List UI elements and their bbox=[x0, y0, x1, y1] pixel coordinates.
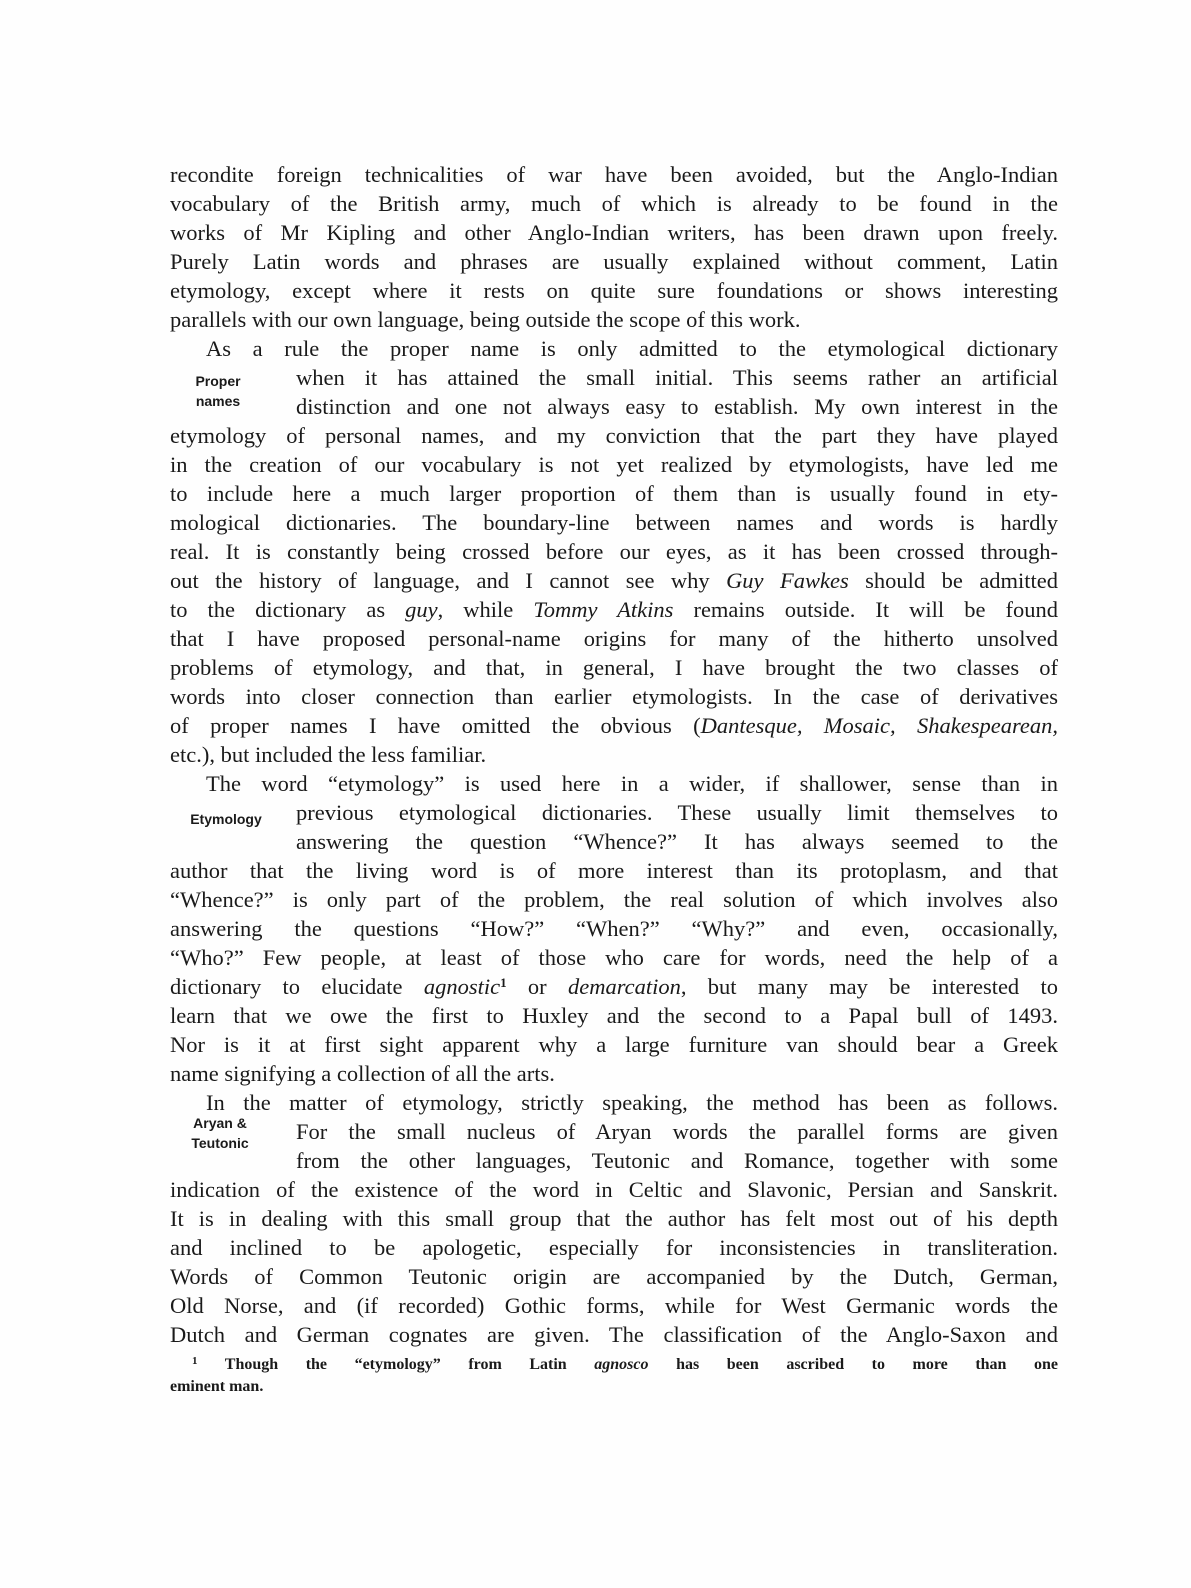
italic-name: Guy Fawkes bbox=[726, 568, 849, 593]
text-line: Old Norse, and (if recorded) Gothic forms, while for West Germanic words the bbox=[170, 1293, 1058, 1318]
text-line: in the creation of our vocabulary is not yet realized by etymologists, have led me bbox=[170, 452, 1058, 477]
text-run: has been ascribed to more than one bbox=[648, 1356, 1059, 1373]
italic-word: agnostic bbox=[423, 974, 501, 999]
footnote-marker[interactable]: 1 bbox=[500, 975, 507, 990]
text-run: , while bbox=[437, 597, 534, 622]
text-line: indication of the existence of the word in Celtic and Slavonic, Persian and Sanskrit. bbox=[170, 1177, 1058, 1202]
text-line: answering the questions “How?” “When?” “Why?” and even, occasionally, bbox=[170, 916, 1058, 941]
text-line: answering the question “Whence?” It has always seemed to the bbox=[296, 829, 1058, 854]
text-line: mological dictionaries. The boundary-line between names and words is hardly bbox=[170, 510, 1058, 535]
sidenote-line: Teutonic bbox=[191, 1135, 249, 1151]
text-line: author that the living word is of more interest than its protoplasm, and that bbox=[170, 858, 1058, 883]
sidenote-line: Etymology bbox=[190, 811, 262, 827]
text-line: when it has attained the small initial. This seems rather an artificial bbox=[296, 365, 1058, 390]
text-line: recondite foreign technicalities of war have been avoided, but the Anglo-Indian bbox=[170, 162, 1058, 187]
text-run: , but many may be interested to bbox=[680, 974, 1058, 999]
text-line: and inclined to be apologetic, especially for inconsistencies in transliteration. bbox=[170, 1235, 1058, 1260]
text-line bbox=[170, 711, 1058, 740]
text-run: of proper names I have omitted the obvious ( bbox=[170, 713, 701, 738]
text-run: or bbox=[506, 974, 568, 999]
text-run: out the history of language, and I cannot see why bbox=[170, 568, 727, 593]
text-line: For the small nucleus of Aryan words the parallel forms are given bbox=[296, 1119, 1058, 1144]
text-line: Words of Common Teutonic origin are accompanied by the Dutch, German, bbox=[170, 1264, 1058, 1289]
text-line: Dutch and German cognates are given. The classification of the Anglo-Saxon and bbox=[170, 1322, 1058, 1347]
footnote-number: 1 bbox=[192, 1355, 198, 1367]
italic-words: Dantesque, Mosaic, Shakespearean, bbox=[700, 713, 1059, 738]
text-line: previous etymological dictionaries. These usually limit themselves to bbox=[296, 800, 1058, 825]
italic-word: agnosco bbox=[594, 1356, 649, 1373]
text-line: words into closer connection than earlier etymologists. In the case of derivatives bbox=[170, 684, 1058, 709]
text-run: Though the “etymology” from Latin bbox=[197, 1356, 595, 1373]
sidenote-line: Proper bbox=[195, 373, 241, 389]
text-line: etymology, except where it rests on quite sure foundations or shows interesting bbox=[170, 278, 1058, 303]
text-line: that I have proposed personal-name origins for many of the hitherto unsolved bbox=[170, 626, 1058, 651]
sidenote-proper-names bbox=[183, 371, 253, 411]
sidenote-line: names bbox=[195, 393, 241, 409]
text-line: parallels with our own language, being outside the scope of this work. bbox=[170, 307, 801, 332]
text-line: etymology of personal names, and my conviction that the part they have played bbox=[170, 423, 1058, 448]
text-line: works of Mr Kipling and other Anglo-Indian writers, has been drawn upon freely. bbox=[170, 220, 1058, 245]
text-line: to include here a much larger proportion of them than is usually found in ety- bbox=[170, 481, 1058, 506]
text-line: from the other languages, Teutonic and Romance, together with some bbox=[296, 1148, 1058, 1173]
text-line: Purely Latin words and phrases are usually explained without comment, Latin bbox=[170, 249, 1058, 274]
italic-word: demarcation bbox=[567, 974, 681, 999]
text-line: problems of etymology, and that, in general, I have brought the two classes of bbox=[170, 655, 1058, 680]
text-line: name signifying a collection of all the arts. bbox=[170, 1061, 555, 1086]
text-line: Nor is it at first sight apparent why a large furniture van should bear a Greek bbox=[170, 1032, 1058, 1057]
text-line: In the matter of etymology, strictly speaking, the method has been as follows. bbox=[206, 1090, 1058, 1115]
italic-word: guy bbox=[405, 597, 438, 622]
text-line: real. It is constantly being crossed before our eyes, as it has been crossed through- bbox=[170, 539, 1058, 564]
sidenote-aryan-teutonic bbox=[180, 1113, 260, 1153]
text-run: remains outside. It will be found bbox=[673, 597, 1058, 622]
text-line: The word “etymology” is used here in a wider, if shallower, sense than in bbox=[206, 771, 1058, 796]
text-line: learn that we owe the first to Huxley and the second to a Papal bull of 1493. bbox=[170, 1003, 1058, 1028]
text-line bbox=[170, 595, 1058, 624]
footnote-line: eminent man. bbox=[170, 1378, 264, 1395]
text-line: “Who?” Few people, at least of those who care for words, need the help of a bbox=[170, 945, 1058, 970]
text-line: As a rule the proper name is only admitted to the etymological dictionary bbox=[206, 336, 1058, 361]
text-line: distinction and one not always easy to establish. My own interest in the bbox=[296, 394, 1058, 419]
text-run: to the dictionary as bbox=[170, 597, 406, 622]
text-line bbox=[170, 566, 1058, 595]
text-line: etc.), but included the less familiar. bbox=[170, 742, 487, 767]
text-run: should be admitted bbox=[848, 568, 1058, 593]
text-line bbox=[170, 972, 1058, 1001]
italic-name: Tommy Atkins bbox=[533, 597, 674, 622]
footnote-line bbox=[192, 1353, 1058, 1377]
text-line: vocabulary of the British army, much of which is already to be found in the bbox=[170, 191, 1058, 216]
sidenote-line: Aryan & bbox=[193, 1115, 247, 1131]
text-line: “Whence?” is only part of the problem, the real solution of which involves also bbox=[170, 887, 1058, 912]
text-line: It is in dealing with this small group that the author has felt most out of his depth bbox=[170, 1206, 1058, 1231]
sidenote-etymology bbox=[180, 809, 272, 829]
text-run: dictionary to elucidate bbox=[170, 974, 424, 999]
